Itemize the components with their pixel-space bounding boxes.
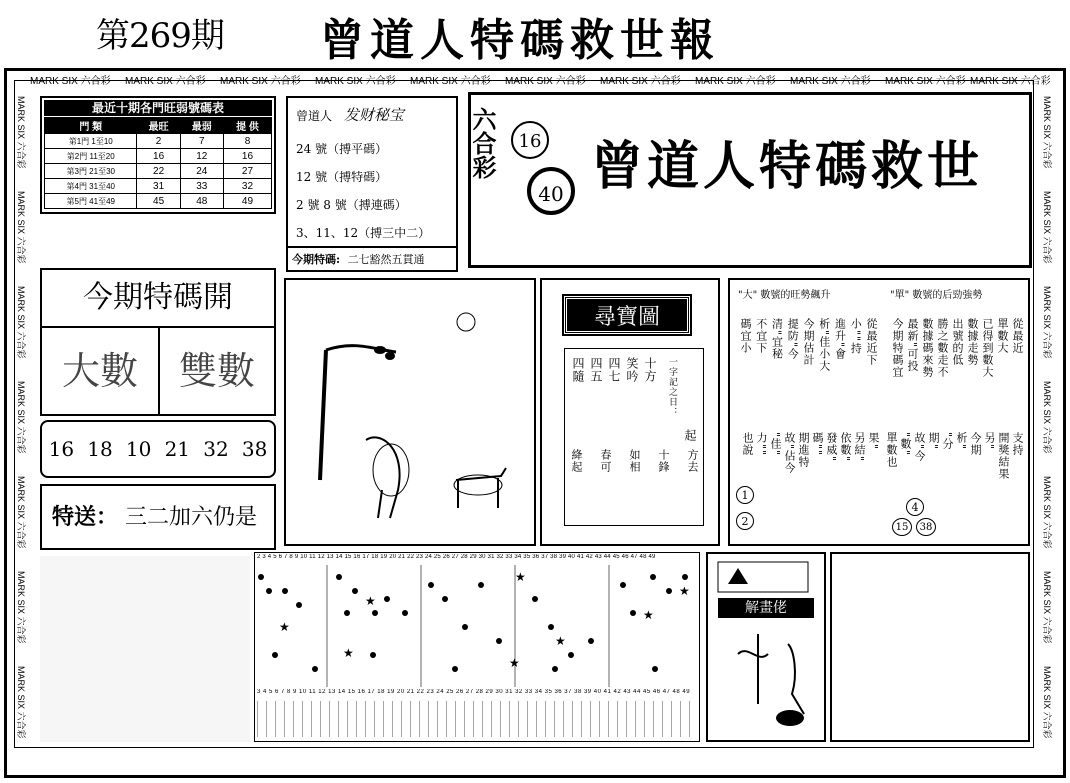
number-ball: 21 [164, 437, 191, 461]
cell-give: 16 [223, 149, 271, 164]
col-header: 最弱 [180, 118, 223, 134]
analysis-col: 另" [983, 432, 996, 451]
treasure-box [540, 278, 720, 546]
scroll-bottom-col: 如相 [628, 449, 641, 473]
analysis-col: 析" [955, 432, 968, 451]
analysis-col: "數" [899, 432, 912, 457]
scroll-col: 四隨 [571, 357, 585, 383]
scroll-col: 笑吟 [625, 357, 639, 383]
scroll-col: 十方 [643, 357, 657, 383]
fortune-heading-right: 发财秘宝 [343, 106, 404, 124]
svg-text:★: ★ [365, 594, 376, 608]
analysis-col: 提防"今 [786, 318, 800, 361]
cell-give: 32 [223, 179, 271, 194]
cell-hot: 16 [137, 149, 180, 164]
fortune-footer [288, 246, 456, 270]
watermark: MARK SIX 六合彩 [600, 76, 681, 87]
watermark: MARK SIX 六合彩 [16, 666, 26, 739]
watermark: MARK SIX 六合彩 [16, 286, 26, 359]
analysis-col: 從最近 [1011, 318, 1024, 354]
circle-number: 1 [736, 486, 754, 504]
fortune-footer-label: 今期特碼: [292, 253, 341, 266]
analysis-col: 從最近下 [865, 318, 878, 366]
special-title: 今期特碼開 [40, 268, 276, 328]
watermark: MARK SIX 六合彩 [16, 191, 26, 264]
analysis-col: 數據碼來勢 [921, 318, 934, 378]
number-ball: 18 [87, 437, 113, 461]
watermark: MARK SIX 六合彩 [220, 76, 301, 87]
analysis-col: 另結" [853, 432, 866, 463]
watermark: MARK SIX 六合彩 [1042, 381, 1052, 454]
scroll-col: 起 [683, 429, 697, 442]
row-label: 第5門 41至49 [45, 194, 137, 209]
watermark: MARK SIX 六合彩 [30, 76, 111, 87]
analysis-col: 單數也 [885, 432, 898, 468]
scroll-note: 一字記之日： [667, 357, 677, 417]
svg-text:★: ★ [279, 620, 290, 634]
analysis-col: 發威" [825, 432, 838, 463]
analysis-col: 出號的低 [951, 318, 964, 366]
watermark: MARK SIX 六合彩 [885, 76, 966, 87]
watermark: MARK SIX 六合彩 [16, 96, 26, 169]
table-row [45, 179, 272, 194]
issue-number: 第269期 [96, 16, 224, 56]
analysis-col: 最新"可投 [906, 318, 919, 373]
gift-box [40, 484, 276, 550]
watermark: MARK SIX 六合彩 [315, 76, 396, 87]
watermark-strip-right [1042, 96, 1068, 746]
analysis-right-title: "單" 數號的后勁強勢 [890, 290, 983, 301]
watermark: MARK SIX 六合彩 [16, 571, 26, 644]
svg-text:★: ★ [679, 584, 690, 598]
circle-number: 38 [916, 518, 936, 536]
trend-grid [254, 552, 700, 742]
cell-weak: 48 [180, 194, 223, 209]
analysis-col: 依數" [839, 432, 852, 463]
grid-digit-rows [257, 701, 697, 737]
number-ball: 16 [48, 437, 75, 461]
analysis-col: 也說 [741, 432, 754, 456]
grid-bottom-numbers: 3 4 5 6 7 8 9 10 11 12 13 14 15 16 17 18 19 20 21 22 23 24 25 26 27 28 29 30 31 32 33 34 35 36 37 38 39 40 41 42 43 44 45 46 47 48 49 [257, 689, 691, 695]
watermark: MARK SIX 六合彩 [1042, 666, 1052, 739]
analysis-col: 開獎結果 [997, 432, 1010, 480]
analysis-col: 故"佔今 [783, 432, 796, 475]
fortune-line: 2 號 8 號（搏連碼） [296, 198, 407, 212]
analysis-col: 期" [927, 432, 940, 451]
option-big: 大數 [42, 328, 160, 414]
svg-text:★: ★ [515, 570, 526, 584]
cell-weak: 7 [180, 134, 223, 149]
newspaper-title: 曾道人特碼救世報 [320, 15, 720, 66]
grid-dots [255, 565, 699, 687]
watermark: MARK SIX 六合彩 [16, 381, 26, 454]
analysis-col: 力"" [755, 432, 768, 457]
analysis-col: 析"佳小大 [817, 318, 831, 373]
analysis-col: 不宜下 [754, 318, 768, 354]
analysis-col: 清"宜秘 [770, 318, 784, 361]
watermark: MARK SIX 六合彩 [1042, 96, 1052, 169]
fortune-heading [296, 104, 448, 125]
special-numbers [40, 420, 276, 478]
cell-hot: 31 [137, 179, 180, 194]
cell-weak: 24 [180, 164, 223, 179]
table-header-row [45, 118, 272, 134]
fortune-lines [296, 135, 448, 247]
analysis-col: 今期估計 [802, 318, 815, 366]
analysis-left-title: "大" 數號的旺勢飆升 [738, 290, 831, 301]
gift-label: 特送： [52, 504, 119, 530]
row-label: 第4門 31至40 [45, 179, 137, 194]
fortune-heading-left: 曾道人 [296, 109, 333, 123]
table-title: 最近十期各門旺弱號碼表 [44, 100, 272, 116]
analysis-col: 碼"" [811, 432, 824, 457]
circle-number: 4 [906, 498, 924, 516]
analysis-col: 已得到數大 [981, 318, 994, 378]
watermark: MARK SIX 六合彩 [790, 76, 871, 87]
analysis-col: 果" [867, 432, 880, 451]
svg-text:★: ★ [643, 608, 654, 622]
fortune-box [286, 96, 458, 272]
watermark: MARK SIX 六合彩 [1042, 476, 1052, 549]
watermark: MARK SIX 六合彩 [695, 76, 776, 87]
scroll-bottom-col: 十鋒 [657, 449, 670, 473]
analysis-col: 小""持 [849, 318, 863, 355]
gift-text: 三二加六仍是 [125, 505, 258, 530]
number-ball: 10 [125, 437, 152, 461]
analysis-col: 期進特 [797, 432, 810, 468]
scroll-col: 四五 [589, 357, 603, 383]
blank-panel [830, 552, 1030, 742]
analysis-col: 勝之數走不 [936, 318, 949, 378]
cell-hot: 2 [137, 134, 180, 149]
scroll-col: 四七 [607, 357, 621, 383]
banner-box [468, 92, 1032, 268]
watermark: MARK SIX 六合彩 [970, 76, 1051, 87]
option-even: 雙數 [178, 349, 255, 393]
watermark: MARK SIX 六合彩 [125, 76, 206, 87]
analysis-col: 進升"會 [833, 318, 847, 361]
col-header: 最旺 [137, 118, 180, 134]
analysis-col: "分 [941, 432, 954, 451]
analysis-col: 今期 [969, 432, 982, 456]
analysis-left-text-2 [741, 432, 880, 532]
riddle-drawing [708, 554, 824, 740]
cell-weak: 12 [180, 149, 223, 164]
riddle-box [706, 552, 826, 742]
cell-weak: 33 [180, 179, 223, 194]
cell-give: 49 [223, 194, 271, 209]
scroll-bottom-col: 絳起 [570, 449, 583, 473]
banner-title: 曾道人特碼救世 [591, 136, 984, 197]
circle-number: 15 [892, 518, 912, 536]
fortune-line: 3、11、12（搏三中二） [296, 226, 431, 240]
svg-text:★: ★ [509, 656, 520, 670]
special-options [40, 326, 276, 416]
analysis-left-text [738, 318, 878, 428]
cell-give: 8 [223, 134, 271, 149]
col-header: 提 供 [223, 118, 271, 134]
illustration-box [284, 278, 536, 546]
col-header: 門 類 [45, 118, 137, 134]
hot-weak-table-box [40, 96, 276, 214]
row-label: 第1門 1至10 [45, 134, 137, 149]
treasure-title: 尋寶圖 [564, 296, 690, 334]
banner-ball-1: 16 [511, 121, 549, 159]
row-label: 第3門 21至30 [45, 164, 137, 179]
watermark: MARK SIX 六合彩 [1042, 571, 1052, 644]
scroll-bottom-col: 方去 [686, 449, 699, 473]
circle-number: 2 [736, 512, 754, 530]
table-row [45, 194, 272, 209]
scroll-bottom-col: 春可 [599, 449, 612, 473]
treasure-scroll [564, 348, 704, 526]
blank-area [40, 556, 250, 742]
hot-weak-table [44, 117, 272, 209]
fortune-line: 24 號（搏平碼） [296, 142, 388, 156]
cell-hot: 22 [137, 164, 180, 179]
fortune-footer-text: 二七豁然五貫通 [347, 253, 425, 266]
svg-text:★: ★ [555, 634, 566, 648]
watermark-strip-top [30, 72, 1051, 87]
scroll-bottom [569, 449, 699, 473]
cell-hot: 45 [137, 194, 180, 209]
row-label: 第2門 11至20 [45, 149, 137, 164]
number-ball: 32 [203, 437, 229, 461]
banner-ball-2: 40 [527, 167, 575, 215]
watermark: MARK SIX 六合彩 [16, 476, 26, 549]
banner-side-text: 六合彩 [468, 107, 497, 179]
analysis-right-text [890, 318, 1024, 428]
table-row [45, 164, 272, 179]
cell-give: 27 [223, 164, 271, 179]
fortune-line: 12 號（搏特碼） [296, 170, 388, 184]
analysis-col: 數據走勢 [966, 318, 979, 366]
grid-top-numbers: 2 3 4 5 6 7 8 9 10 11 12 13 14 15 16 17 18 19 20 21 22 23 24 25 26 27 28 29 30 31 32 33 34 35 36 37 38 39 40 41 42 43 44 45 46 47 48 49 [257, 554, 656, 560]
number-ball: 38 [241, 437, 268, 461]
analysis-col: 支持 [1011, 432, 1024, 456]
analysis-col: 碼宜小 [739, 318, 752, 354]
watermark: MARK SIX 六合彩 [505, 76, 586, 87]
analysis-col: "佳" [769, 432, 782, 457]
analysis-box [728, 278, 1030, 546]
analysis-col: 今期特碼宜 [891, 318, 904, 378]
table-row [45, 134, 272, 149]
watermark: MARK SIX 六合彩 [410, 76, 491, 87]
table-row [45, 149, 272, 164]
illustration-drawing [286, 280, 534, 544]
analysis-col: 故"今 [913, 432, 926, 463]
analysis-right-text-2 [885, 432, 1024, 532]
watermark: MARK SIX 六合彩 [1042, 191, 1052, 264]
watermark: MARK SIX 六合彩 [1042, 286, 1052, 359]
svg-text:★: ★ [343, 646, 354, 660]
riddle-title: 解畫佬 [718, 598, 814, 618]
analysis-col: 單數大 [996, 318, 1009, 354]
